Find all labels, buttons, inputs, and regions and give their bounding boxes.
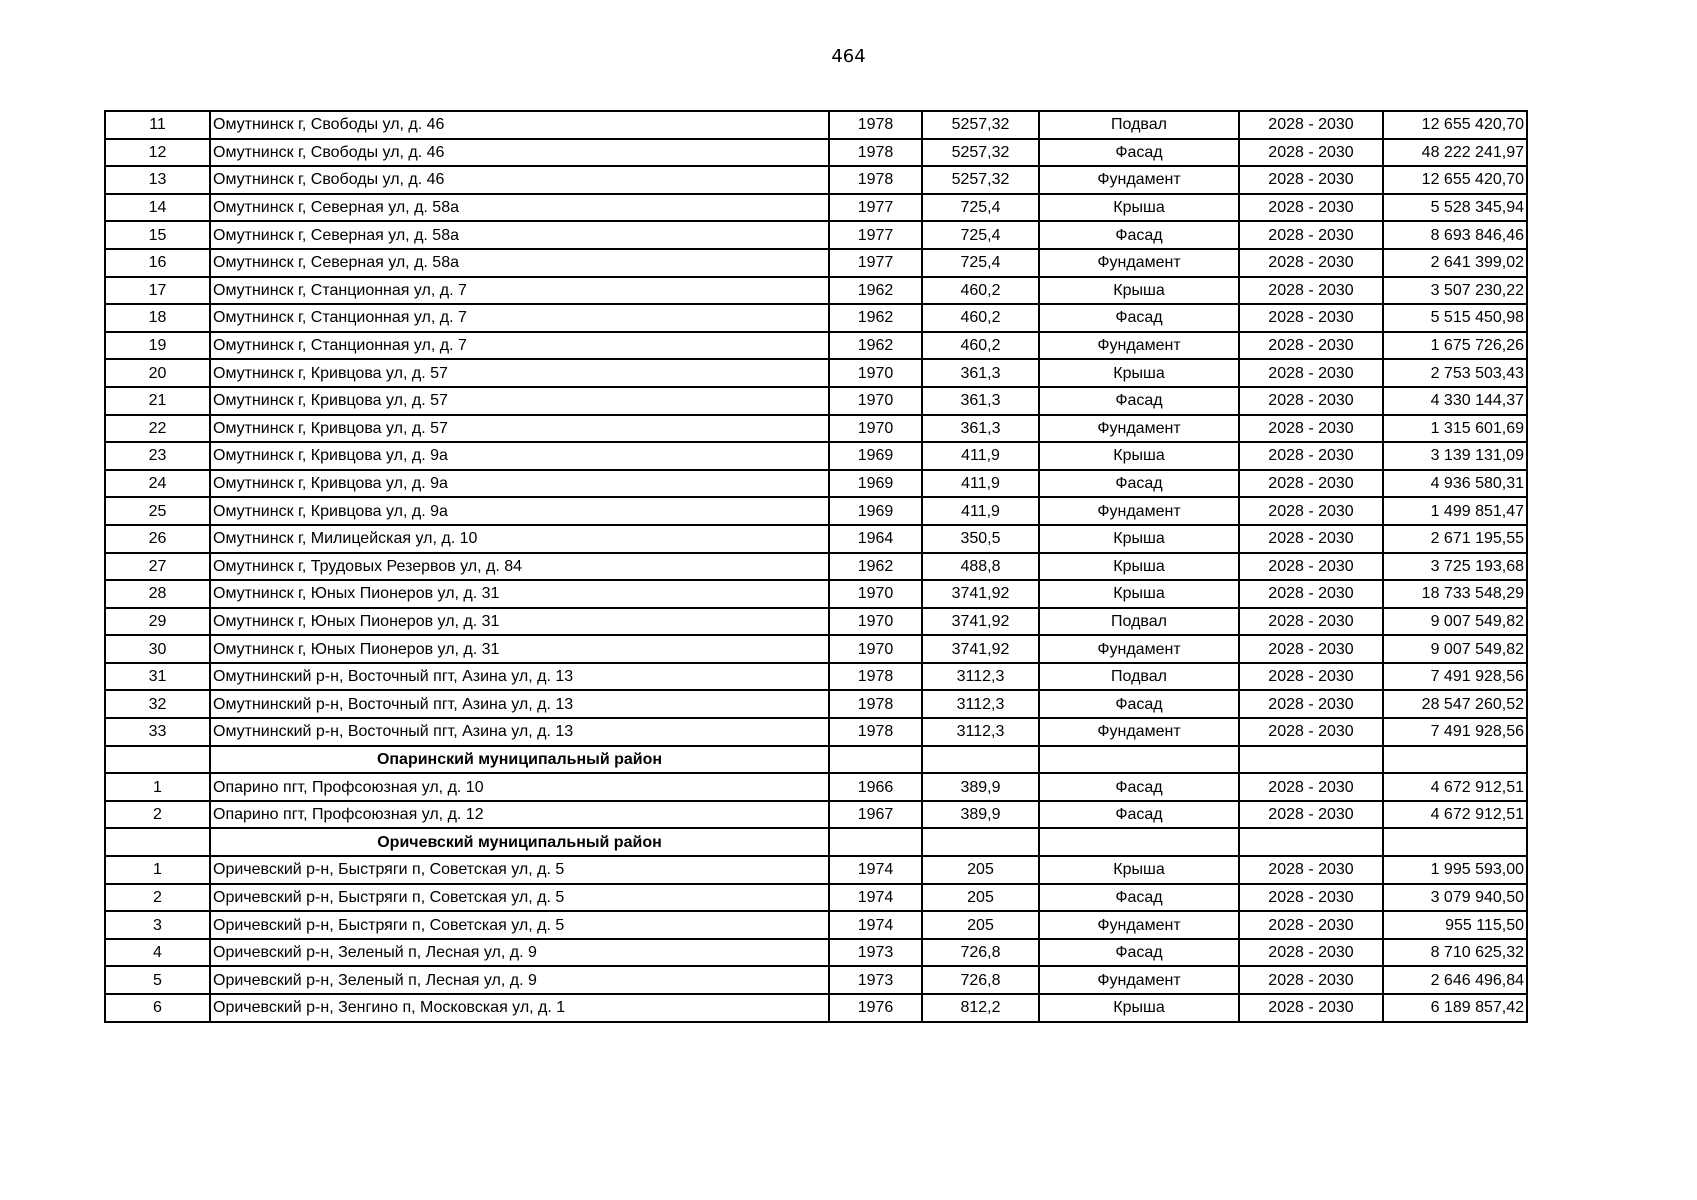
row-number: 4	[105, 939, 210, 967]
address-cell: Омутнинск г, Станционная ул, д. 7	[210, 304, 829, 332]
period-cell: 2028 - 2030	[1239, 194, 1383, 222]
work-type-cell: Фасад	[1039, 304, 1239, 332]
period-cell: 2028 - 2030	[1239, 139, 1383, 167]
cost-cell: 7 491 928,56	[1383, 718, 1527, 746]
empty-cell	[829, 828, 922, 856]
work-type-cell: Крыша	[1039, 359, 1239, 387]
cost-cell: 2 753 503,43	[1383, 359, 1527, 387]
address-cell: Омутнинск г, Свободы ул, д. 46	[210, 139, 829, 167]
year-built-cell: 1962	[829, 304, 922, 332]
period-cell: 2028 - 2030	[1239, 663, 1383, 691]
table-row	[105, 553, 1527, 581]
period-cell: 2028 - 2030	[1239, 442, 1383, 470]
cost-cell: 1 995 593,00	[1383, 856, 1527, 884]
year-built-cell: 1970	[829, 635, 922, 663]
area-cell: 389,9	[922, 773, 1039, 801]
work-type-cell: Фасад	[1039, 139, 1239, 167]
area-cell: 205	[922, 884, 1039, 912]
area-cell: 726,8	[922, 939, 1039, 967]
cost-cell: 7 491 928,56	[1383, 663, 1527, 691]
period-cell: 2028 - 2030	[1239, 690, 1383, 718]
area-cell: 460,2	[922, 277, 1039, 305]
table-row	[105, 608, 1527, 636]
table-row	[105, 442, 1527, 470]
row-number: 27	[105, 553, 210, 581]
year-built-cell: 1978	[829, 690, 922, 718]
table-row	[105, 332, 1527, 360]
year-built-cell: 1969	[829, 497, 922, 525]
table-row	[105, 911, 1527, 939]
year-built-cell: 1970	[829, 580, 922, 608]
table-row	[105, 690, 1527, 718]
work-type-cell: Фасад	[1039, 773, 1239, 801]
period-cell: 2028 - 2030	[1239, 608, 1383, 636]
cost-cell: 28 547 260,52	[1383, 690, 1527, 718]
period-cell: 2028 - 2030	[1239, 166, 1383, 194]
row-number: 15	[105, 221, 210, 249]
table-row	[105, 856, 1527, 884]
table-row	[105, 773, 1527, 801]
empty-cell	[1239, 828, 1383, 856]
area-cell: 726,8	[922, 966, 1039, 994]
work-type-cell: Фундамент	[1039, 497, 1239, 525]
work-type-cell: Фундамент	[1039, 166, 1239, 194]
cost-cell: 2 671 195,55	[1383, 525, 1527, 553]
row-number: 28	[105, 580, 210, 608]
cost-cell: 9 007 549,82	[1383, 635, 1527, 663]
row-number: 12	[105, 139, 210, 167]
row-number: 23	[105, 442, 210, 470]
address-cell: Оричевский р-н, Зеленый п, Лесная ул, д. 9	[210, 966, 829, 994]
work-type-cell: Крыша	[1039, 580, 1239, 608]
table-row	[105, 801, 1527, 829]
cost-cell: 1 315 601,69	[1383, 415, 1527, 443]
empty-cell	[1039, 746, 1239, 774]
work-type-cell: Фасад	[1039, 801, 1239, 829]
year-built-cell: 1970	[829, 608, 922, 636]
section-title: Опаринский муниципальный район	[210, 746, 829, 774]
address-cell: Омутнинск г, Кривцова ул, д. 9а	[210, 442, 829, 470]
period-cell: 2028 - 2030	[1239, 221, 1383, 249]
section-title: Оричевский муниципальный район	[210, 828, 829, 856]
work-type-cell: Фундамент	[1039, 911, 1239, 939]
work-type-cell: Фасад	[1039, 387, 1239, 415]
empty-cell	[1383, 746, 1527, 774]
table-row	[105, 884, 1527, 912]
empty-cell	[922, 828, 1039, 856]
row-number: 6	[105, 994, 210, 1022]
address-cell: Омутнинск г, Юных Пионеров ул, д. 31	[210, 608, 829, 636]
period-cell: 2028 - 2030	[1239, 856, 1383, 884]
address-cell: Омутнинск г, Северная ул, д. 58а	[210, 194, 829, 222]
cost-cell: 12 655 420,70	[1383, 166, 1527, 194]
period-cell: 2028 - 2030	[1239, 497, 1383, 525]
cost-cell: 18 733 548,29	[1383, 580, 1527, 608]
table-row	[105, 194, 1527, 222]
table-row	[105, 221, 1527, 249]
year-built-cell: 1978	[829, 139, 922, 167]
work-type-cell: Фундамент	[1039, 332, 1239, 360]
work-type-cell: Фасад	[1039, 470, 1239, 498]
period-cell: 2028 - 2030	[1239, 773, 1383, 801]
year-built-cell: 1962	[829, 553, 922, 581]
work-type-cell: Фундамент	[1039, 415, 1239, 443]
address-cell: Омутнинский р-н, Восточный пгт, Азина ул, д. 13	[210, 690, 829, 718]
table-row	[105, 249, 1527, 277]
cost-cell: 8 693 846,46	[1383, 221, 1527, 249]
cost-cell: 3 079 940,50	[1383, 884, 1527, 912]
row-number: 30	[105, 635, 210, 663]
year-built-cell: 1969	[829, 470, 922, 498]
work-type-cell: Фундамент	[1039, 249, 1239, 277]
cost-cell: 4 936 580,31	[1383, 470, 1527, 498]
table-row	[105, 387, 1527, 415]
year-built-cell: 1970	[829, 415, 922, 443]
address-cell: Омутнинск г, Юных Пионеров ул, д. 31	[210, 580, 829, 608]
area-cell: 3741,92	[922, 608, 1039, 636]
row-number: 17	[105, 277, 210, 305]
period-cell: 2028 - 2030	[1239, 580, 1383, 608]
table-row	[105, 359, 1527, 387]
address-cell: Омутнинск г, Свободы ул, д. 46	[210, 166, 829, 194]
row-number: 3	[105, 911, 210, 939]
period-cell: 2028 - 2030	[1239, 332, 1383, 360]
cost-cell: 4 672 912,51	[1383, 801, 1527, 829]
work-type-cell: Подвал	[1039, 608, 1239, 636]
row-number: 19	[105, 332, 210, 360]
row-number: 21	[105, 387, 210, 415]
empty-cell	[1383, 828, 1527, 856]
cost-cell: 1 675 726,26	[1383, 332, 1527, 360]
table-row	[105, 994, 1527, 1022]
work-type-cell: Крыша	[1039, 525, 1239, 553]
area-cell: 3112,3	[922, 663, 1039, 691]
work-type-cell: Фундамент	[1039, 718, 1239, 746]
area-cell: 3112,3	[922, 690, 1039, 718]
row-number: 25	[105, 497, 210, 525]
area-cell: 411,9	[922, 442, 1039, 470]
address-cell: Омутнинский р-н, Восточный пгт, Азина ул, д. 13	[210, 718, 829, 746]
year-built-cell: 1974	[829, 911, 922, 939]
address-cell: Опарино пгт, Профсоюзная ул, д. 12	[210, 801, 829, 829]
address-cell: Оричевский р-н, Быстряги п, Советская ул, д. 5	[210, 856, 829, 884]
period-cell: 2028 - 2030	[1239, 304, 1383, 332]
cost-cell: 6 189 857,42	[1383, 994, 1527, 1022]
work-type-cell: Фасад	[1039, 884, 1239, 912]
period-cell: 2028 - 2030	[1239, 884, 1383, 912]
year-built-cell: 1978	[829, 718, 922, 746]
empty-cell	[922, 746, 1039, 774]
row-number: 16	[105, 249, 210, 277]
year-built-cell: 1970	[829, 359, 922, 387]
year-built-cell: 1974	[829, 884, 922, 912]
area-cell: 361,3	[922, 359, 1039, 387]
row-number: 1	[105, 773, 210, 801]
area-cell: 725,4	[922, 221, 1039, 249]
address-cell: Оричевский р-н, Зенгино п, Московская ул, д. 1	[210, 994, 829, 1022]
cost-cell: 955 115,50	[1383, 911, 1527, 939]
table-row	[105, 580, 1527, 608]
address-cell: Омутнинск г, Станционная ул, д. 7	[210, 277, 829, 305]
address-cell: Омутнинск г, Кривцова ул, д. 57	[210, 387, 829, 415]
year-built-cell: 1962	[829, 332, 922, 360]
period-cell: 2028 - 2030	[1239, 470, 1383, 498]
year-built-cell: 1973	[829, 939, 922, 967]
cost-cell: 4 672 912,51	[1383, 773, 1527, 801]
area-cell: 3741,92	[922, 580, 1039, 608]
period-cell: 2028 - 2030	[1239, 801, 1383, 829]
cost-cell: 2 641 399,02	[1383, 249, 1527, 277]
area-cell: 3741,92	[922, 635, 1039, 663]
row-number: 20	[105, 359, 210, 387]
work-type-cell: Фасад	[1039, 939, 1239, 967]
empty-cell	[105, 746, 210, 774]
table-row	[105, 525, 1527, 553]
address-cell: Оричевский р-н, Быстряги п, Советская ул, д. 5	[210, 911, 829, 939]
cost-cell: 8 710 625,32	[1383, 939, 1527, 967]
area-cell: 411,9	[922, 470, 1039, 498]
address-cell: Омутнинск г, Кривцова ул, д. 9а	[210, 470, 829, 498]
period-cell: 2028 - 2030	[1239, 718, 1383, 746]
area-cell: 389,9	[922, 801, 1039, 829]
address-cell: Оричевский р-н, Зеленый п, Лесная ул, д. 9	[210, 939, 829, 967]
area-cell: 350,5	[922, 525, 1039, 553]
cost-cell: 5 515 450,98	[1383, 304, 1527, 332]
period-cell: 2028 - 2030	[1239, 553, 1383, 581]
area-cell: 3112,3	[922, 718, 1039, 746]
table-row	[105, 635, 1527, 663]
row-number: 32	[105, 690, 210, 718]
period-cell: 2028 - 2030	[1239, 939, 1383, 967]
year-built-cell: 1973	[829, 966, 922, 994]
year-built-cell: 1974	[829, 856, 922, 884]
table-row	[105, 139, 1527, 167]
work-type-cell: Крыша	[1039, 442, 1239, 470]
empty-cell	[1239, 746, 1383, 774]
area-cell: 361,3	[922, 387, 1039, 415]
cost-cell: 3 139 131,09	[1383, 442, 1527, 470]
address-cell: Омутнинск г, Милицейская ул, д. 10	[210, 525, 829, 553]
empty-cell	[1039, 828, 1239, 856]
work-type-cell: Крыша	[1039, 994, 1239, 1022]
area-cell: 5257,32	[922, 139, 1039, 167]
repair-schedule-table	[104, 110, 1528, 1023]
period-cell: 2028 - 2030	[1239, 994, 1383, 1022]
work-type-cell: Фундамент	[1039, 635, 1239, 663]
address-cell: Омутнинск г, Северная ул, д. 58а	[210, 221, 829, 249]
year-built-cell: 1976	[829, 994, 922, 1022]
area-cell: 361,3	[922, 415, 1039, 443]
section-header-row	[105, 746, 1527, 774]
row-number: 1	[105, 856, 210, 884]
cost-cell: 48 222 241,97	[1383, 139, 1527, 167]
cost-cell: 3 507 230,22	[1383, 277, 1527, 305]
area-cell: 460,2	[922, 304, 1039, 332]
year-built-cell: 1967	[829, 801, 922, 829]
address-cell: Омутнинский р-н, Восточный пгт, Азина ул, д. 13	[210, 663, 829, 691]
address-cell: Омутнинск г, Станционная ул, д. 7	[210, 332, 829, 360]
period-cell: 2028 - 2030	[1239, 387, 1383, 415]
address-cell: Омутнинск г, Кривцова ул, д. 57	[210, 359, 829, 387]
table-row	[105, 470, 1527, 498]
cost-cell: 4 330 144,37	[1383, 387, 1527, 415]
address-cell: Омутнинск г, Трудовых Резервов ул, д. 84	[210, 553, 829, 581]
area-cell: 725,4	[922, 194, 1039, 222]
row-number: 29	[105, 608, 210, 636]
cost-cell: 12 655 420,70	[1383, 111, 1527, 139]
row-number: 14	[105, 194, 210, 222]
table-body	[105, 111, 1527, 1022]
year-built-cell: 1962	[829, 277, 922, 305]
table-row	[105, 111, 1527, 139]
work-type-cell: Крыша	[1039, 277, 1239, 305]
table-row	[105, 497, 1527, 525]
cost-cell: 2 646 496,84	[1383, 966, 1527, 994]
table-row	[105, 966, 1527, 994]
row-number: 22	[105, 415, 210, 443]
area-cell: 411,9	[922, 497, 1039, 525]
cost-cell: 3 725 193,68	[1383, 553, 1527, 581]
period-cell: 2028 - 2030	[1239, 111, 1383, 139]
table-row	[105, 415, 1527, 443]
cost-cell: 9 007 549,82	[1383, 608, 1527, 636]
area-cell: 5257,32	[922, 166, 1039, 194]
section-header-row	[105, 828, 1527, 856]
year-built-cell: 1977	[829, 249, 922, 277]
work-type-cell: Фасад	[1039, 221, 1239, 249]
work-type-cell: Крыша	[1039, 194, 1239, 222]
year-built-cell: 1978	[829, 166, 922, 194]
page-number: 464	[831, 46, 866, 67]
work-type-cell: Крыша	[1039, 553, 1239, 581]
period-cell: 2028 - 2030	[1239, 635, 1383, 663]
address-cell: Опарино пгт, Профсоюзная ул, д. 10	[210, 773, 829, 801]
period-cell: 2028 - 2030	[1239, 415, 1383, 443]
row-number: 26	[105, 525, 210, 553]
row-number: 31	[105, 663, 210, 691]
area-cell: 488,8	[922, 553, 1039, 581]
address-cell: Омутнинск г, Юных Пионеров ул, д. 31	[210, 635, 829, 663]
row-number: 2	[105, 801, 210, 829]
row-number: 2	[105, 884, 210, 912]
table-row	[105, 166, 1527, 194]
empty-cell	[829, 746, 922, 774]
table-row	[105, 939, 1527, 967]
work-type-cell: Крыша	[1039, 856, 1239, 884]
year-built-cell: 1970	[829, 387, 922, 415]
work-type-cell: Фасад	[1039, 690, 1239, 718]
row-number: 24	[105, 470, 210, 498]
area-cell: 205	[922, 911, 1039, 939]
row-number: 5	[105, 966, 210, 994]
year-built-cell: 1969	[829, 442, 922, 470]
area-cell: 725,4	[922, 249, 1039, 277]
period-cell: 2028 - 2030	[1239, 249, 1383, 277]
year-built-cell: 1966	[829, 773, 922, 801]
address-cell: Омутнинск г, Северная ул, д. 58а	[210, 249, 829, 277]
table-row	[105, 304, 1527, 332]
table-row	[105, 277, 1527, 305]
period-cell: 2028 - 2030	[1239, 359, 1383, 387]
period-cell: 2028 - 2030	[1239, 911, 1383, 939]
area-cell: 205	[922, 856, 1039, 884]
period-cell: 2028 - 2030	[1239, 277, 1383, 305]
work-type-cell: Подвал	[1039, 663, 1239, 691]
year-built-cell: 1964	[829, 525, 922, 553]
year-built-cell: 1977	[829, 221, 922, 249]
period-cell: 2028 - 2030	[1239, 966, 1383, 994]
year-built-cell: 1978	[829, 663, 922, 691]
address-cell: Омутнинск г, Свободы ул, д. 46	[210, 111, 829, 139]
cost-cell: 1 499 851,47	[1383, 497, 1527, 525]
row-number: 18	[105, 304, 210, 332]
area-cell: 460,2	[922, 332, 1039, 360]
row-number: 33	[105, 718, 210, 746]
work-type-cell: Подвал	[1039, 111, 1239, 139]
work-type-cell: Фундамент	[1039, 966, 1239, 994]
area-cell: 812,2	[922, 994, 1039, 1022]
table-row	[105, 718, 1527, 746]
area-cell: 5257,32	[922, 111, 1039, 139]
cost-cell: 5 528 345,94	[1383, 194, 1527, 222]
year-built-cell: 1978	[829, 111, 922, 139]
table-row	[105, 663, 1527, 691]
empty-cell	[105, 828, 210, 856]
address-cell: Омутнинск г, Кривцова ул, д. 57	[210, 415, 829, 443]
row-number: 13	[105, 166, 210, 194]
row-number: 11	[105, 111, 210, 139]
address-cell: Омутнинск г, Кривцова ул, д. 9а	[210, 497, 829, 525]
period-cell: 2028 - 2030	[1239, 525, 1383, 553]
address-cell: Оричевский р-н, Быстряги п, Советская ул, д. 5	[210, 884, 829, 912]
year-built-cell: 1977	[829, 194, 922, 222]
